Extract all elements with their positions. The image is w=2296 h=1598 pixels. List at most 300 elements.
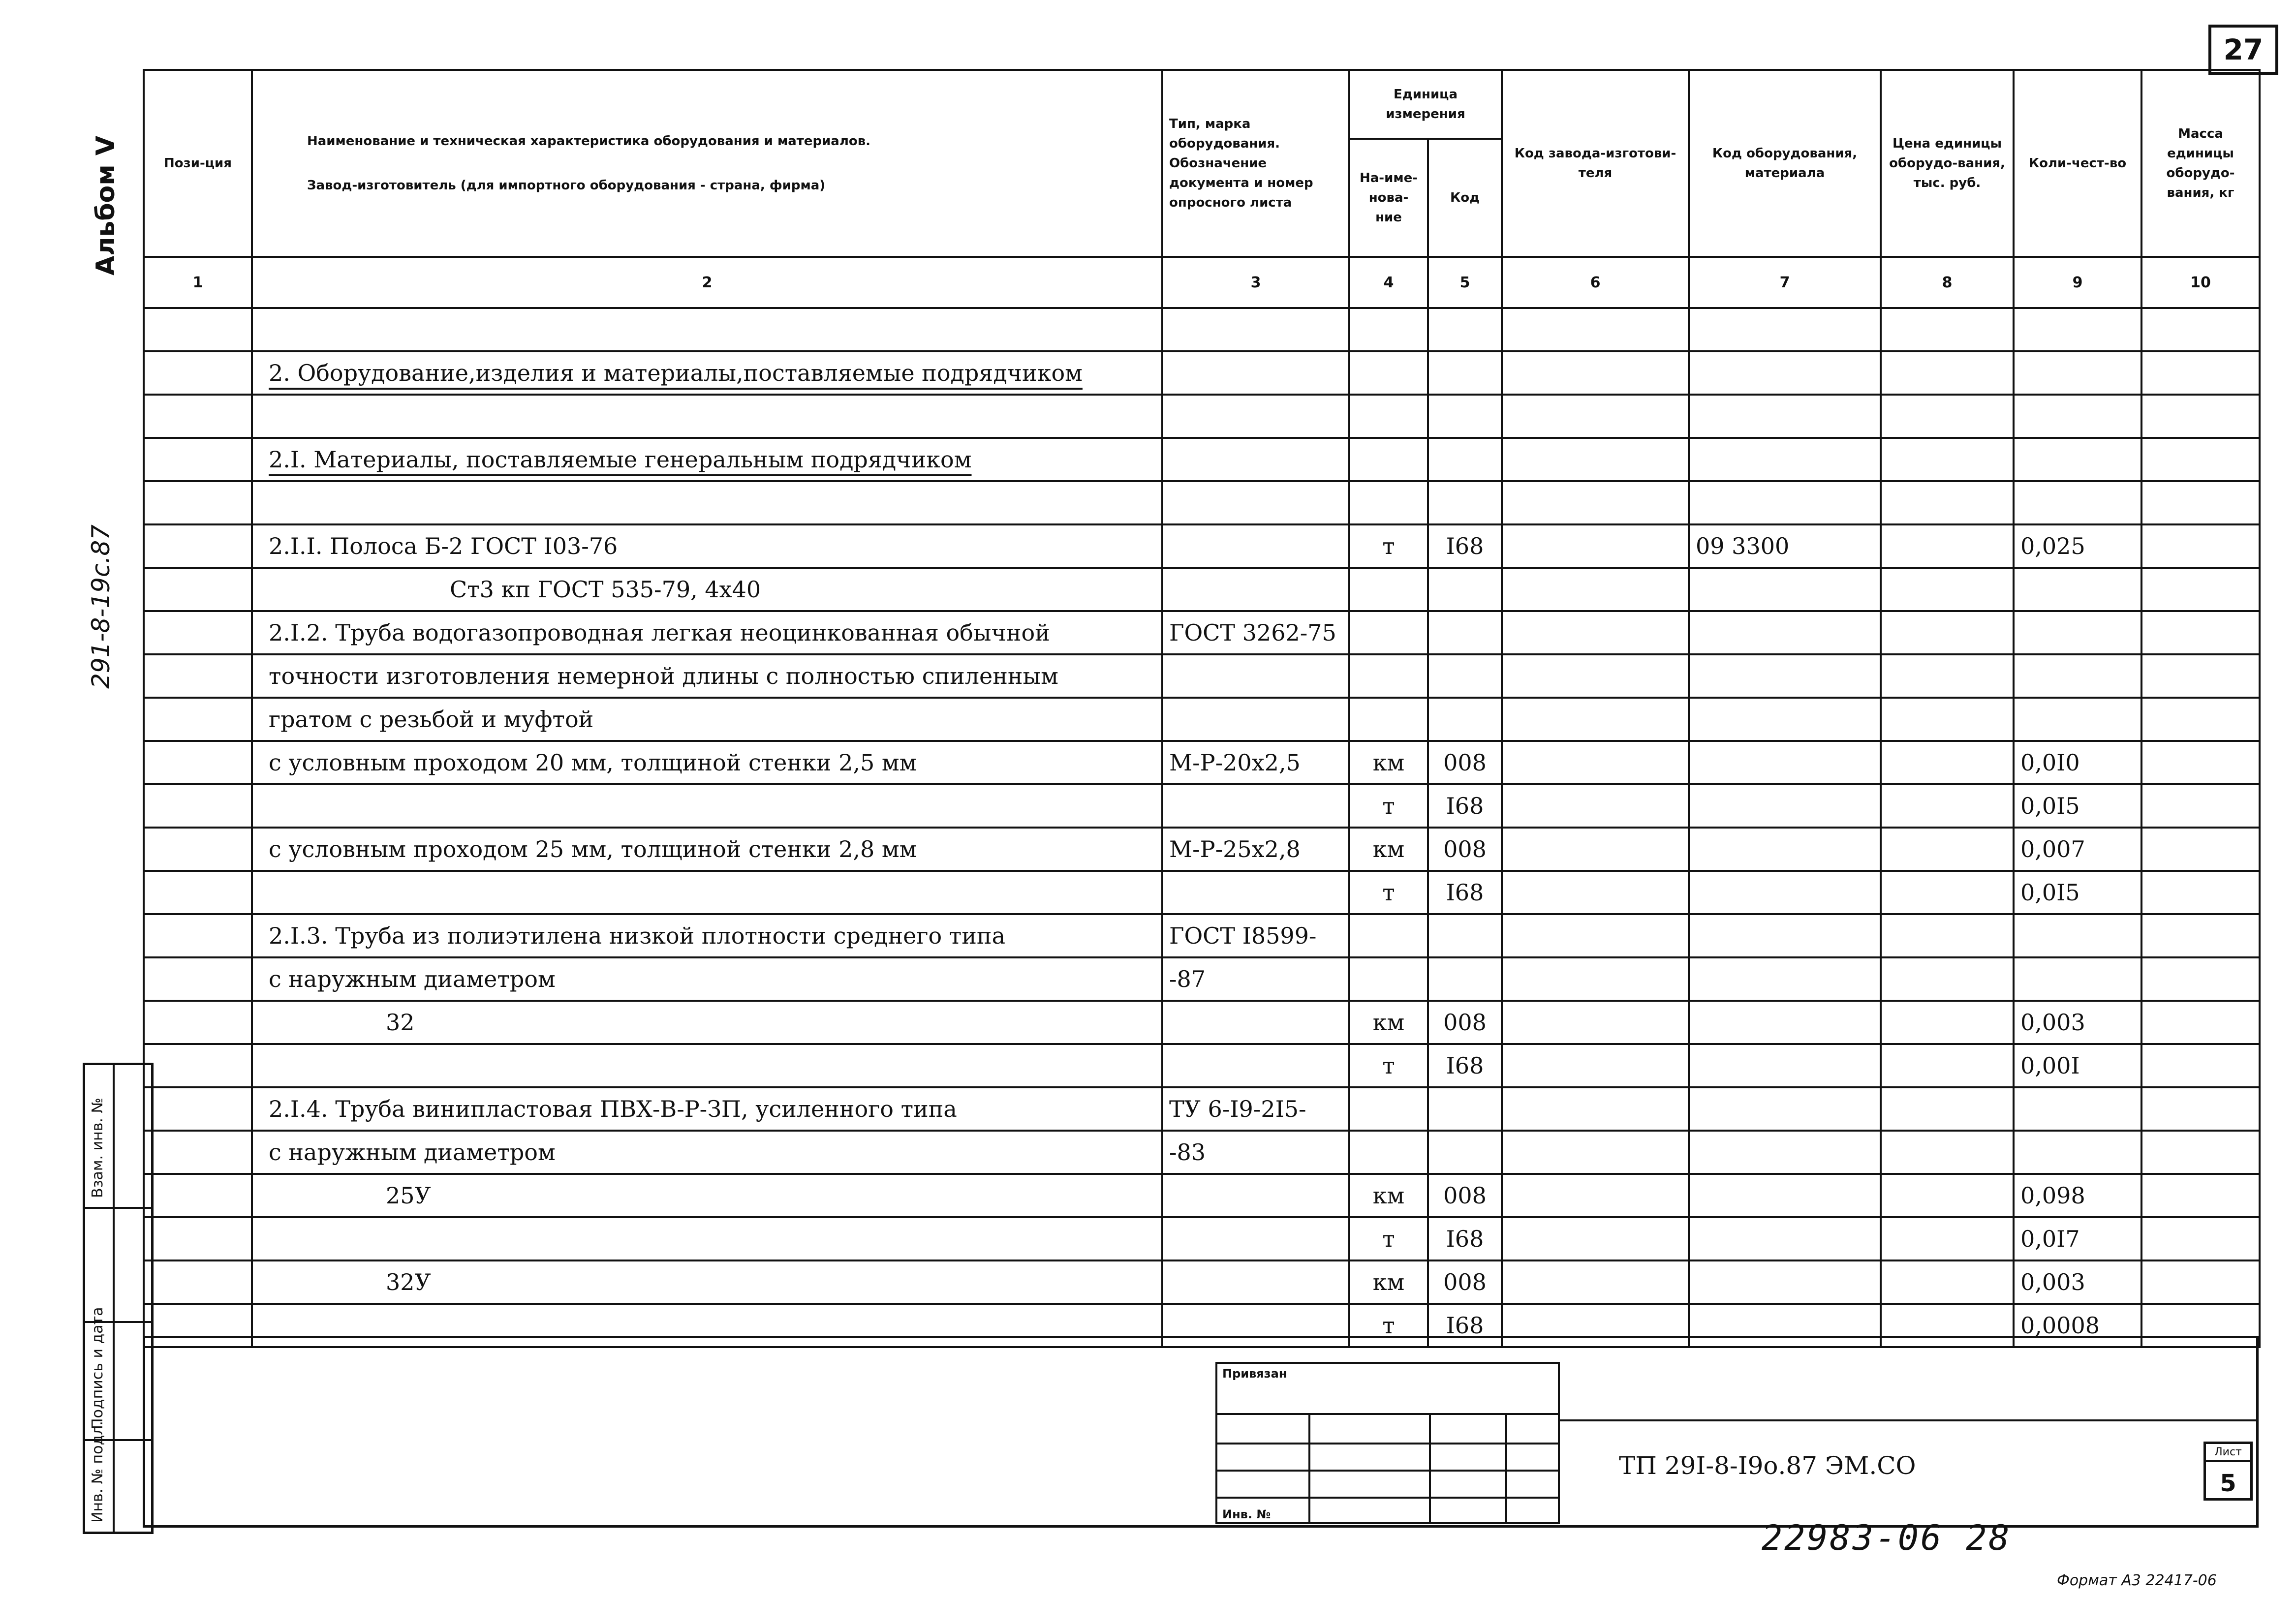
cell-name: 2.I.4. Труба винипластовая ПВХ-В-Р-ЗП, усиленного типа [252,1087,1162,1131]
table-row [144,1044,2260,1087]
cell-type: ТУ 6-I9-2I5- [1162,1087,1349,1131]
header-unit-name: На-име-нова-ние [1349,139,1428,257]
cell-factory-code [1502,957,1689,1001]
cell-equipment-code [1689,957,1881,1001]
cell-mass [2141,1174,2260,1217]
cell-name: точности изготовления немерной длины с полностью спиленным [252,654,1162,698]
cell-position [144,654,252,698]
column-number: 7 [1689,257,1881,308]
cell-unit-name [1349,1087,1428,1131]
cell-type [1162,1260,1349,1304]
cell-price [1881,524,2014,568]
cell-quantity: 0,0I0 [2014,741,2141,784]
cell-factory-code [1502,568,1689,611]
cell-factory-code [1502,1001,1689,1044]
cell-equipment-code [1689,1260,1881,1304]
cell-type: ГОСТ I8599- [1162,914,1349,957]
cell-price [1881,568,2014,611]
table-row [144,654,2260,698]
cell-type: -87 [1162,957,1349,1001]
cell-price [1881,957,2014,1001]
cell-price [1881,351,2014,395]
cell-position [144,1260,252,1304]
cell-name [252,395,1162,438]
cell-unit-code: 008 [1428,1260,1502,1304]
cell-quantity: 0,00I [2014,1044,2141,1087]
cell-position [144,1001,252,1044]
cell-unit-name: км [1349,741,1428,784]
cell-quantity [2014,1087,2141,1131]
table-row [144,1001,2260,1044]
cell-factory-code [1502,1174,1689,1217]
cell-factory-code [1502,871,1689,914]
cell-price [1881,308,2014,351]
cell-quantity [2014,395,2141,438]
cell-name [252,1044,1162,1087]
cell-name [252,481,1162,524]
table-row [144,308,2260,351]
cell-position [144,1217,252,1260]
cell-price [1881,828,2014,871]
cell-factory-code [1502,351,1689,395]
table-row [144,611,2260,654]
cell-price [1881,395,2014,438]
page-number: 27 [2208,25,2278,75]
table-row [144,828,2260,871]
cell-price [1881,1217,2014,1260]
table-row [144,741,2260,784]
cell-type: М-Р-20х2,5 [1162,741,1349,784]
cell-mass [2141,568,2260,611]
cell-unit-code [1428,654,1502,698]
cell-type [1162,784,1349,828]
cell-mass [2141,1044,2260,1087]
column-number: 9 [2014,257,2141,308]
cell-factory-code [1502,308,1689,351]
column-number: 10 [2141,257,2260,308]
cell-unit-code: 008 [1428,828,1502,871]
cell-name: 32У [252,1260,1162,1304]
table-row [144,784,2260,828]
cell-unit-name [1349,698,1428,741]
cell-type [1162,1174,1349,1217]
column-number: 5 [1428,257,1502,308]
cell-unit-code: I68 [1428,1044,1502,1087]
cell-price [1881,784,2014,828]
cell-price [1881,481,2014,524]
cell-unit-name: т [1349,524,1428,568]
cell-unit-code: 008 [1428,741,1502,784]
cell-quantity: 0,098 [2014,1174,2141,1217]
cell-quantity: 0,0I5 [2014,784,2141,828]
section-heading: 2.I. Материалы, поставляемые генеральным подрядчиком [269,446,972,473]
table-row [144,1174,2260,1217]
cell-type: М-Р-25х2,8 [1162,828,1349,871]
cell-quantity [2014,611,2141,654]
cell-price [1881,1260,2014,1304]
cell-type [1162,351,1349,395]
table-row [144,481,2260,524]
table-row [144,568,2260,611]
cell-unit-name: км [1349,1260,1428,1304]
cell-factory-code [1502,524,1689,568]
cell-position [144,1044,252,1087]
cell-mass [2141,1217,2260,1260]
album-label: Альбом V [91,135,121,276]
cell-unit-code: I68 [1428,524,1502,568]
cell-name [252,438,1162,481]
cell-unit-code [1428,957,1502,1001]
cell-type [1162,1001,1349,1044]
column-number: 6 [1502,257,1689,308]
column-number: 2 [252,257,1162,308]
cell-unit-name [1349,1131,1428,1174]
cell-type [1162,524,1349,568]
cell-price [1881,611,2014,654]
cell-quantity [2014,568,2141,611]
cell-equipment-code [1689,481,1881,524]
cell-factory-code [1502,1217,1689,1260]
cell-equipment-code [1689,914,1881,957]
header-mass: Масса единицы оборудо-вания, кг [2141,70,2260,257]
cell-name: с наружным диаметром [252,1131,1162,1174]
column-number: 4 [1349,257,1428,308]
cell-factory-code [1502,395,1689,438]
cell-position [144,524,252,568]
cell-name [252,351,1162,395]
cell-position [144,308,252,351]
cell-unit-name: км [1349,828,1428,871]
cell-unit-code [1428,481,1502,524]
cell-position [144,828,252,871]
cell-type [1162,871,1349,914]
cell-position [144,568,252,611]
cell-equipment-code [1689,828,1881,871]
approval-block [1215,1362,1560,1524]
column-numbers-row [144,257,2260,308]
cell-position [144,957,252,1001]
cell-mass [2141,351,2260,395]
cell-quantity: 0,003 [2014,1260,2141,1304]
cell-unit-name [1349,308,1428,351]
cell-name: Ст3 кп ГОСТ 535-79, 4x40 [252,568,1162,611]
table-row [144,395,2260,438]
cell-name: 2.I.2. Труба водогазопроводная легкая неоцинкованная обычной [252,611,1162,654]
table-row [144,1087,2260,1131]
header-name [252,70,1162,257]
format-label: Формат А3 22417-06 [2057,1572,2217,1589]
cell-name: 2.I.I. Полоса Б-2 ГОСТ I03-76 [252,524,1162,568]
cell-equipment-code [1689,1087,1881,1131]
cell-mass [2141,871,2260,914]
approved-label: Привязан [1222,1367,1287,1381]
cell-unit-name: км [1349,1001,1428,1044]
table-row [144,698,2260,741]
cell-quantity: 0,007 [2014,828,2141,871]
cell-name: 32 [252,1001,1162,1044]
cell-type [1162,654,1349,698]
cell-unit-name: т [1349,1217,1428,1260]
cell-equipment-code [1689,568,1881,611]
table-row [144,1131,2260,1174]
cell-factory-code [1502,481,1689,524]
header-quantity: Коли-чест-во [2014,70,2141,257]
cell-quantity [2014,438,2141,481]
cell-unit-name: т [1349,871,1428,914]
cell-unit-name [1349,611,1428,654]
cell-unit-name [1349,481,1428,524]
cell-position [144,1131,252,1174]
header-unit-group: Единица измерения [1349,70,1502,139]
cell-mass [2141,1131,2260,1174]
cell-name [252,784,1162,828]
cell-mass [2141,741,2260,784]
cell-unit-code [1428,395,1502,438]
cell-factory-code [1502,654,1689,698]
cell-equipment-code [1689,1217,1881,1260]
cell-mass [2141,1001,2260,1044]
column-number: 8 [1881,257,2014,308]
cell-position [144,395,252,438]
cell-factory-code [1502,741,1689,784]
cell-unit-name: км [1349,1174,1428,1217]
cell-equipment-code: 09 3300 [1689,524,1881,568]
cell-position [144,438,252,481]
cell-unit-code: I68 [1428,1304,1502,1347]
cell-price [1881,1131,2014,1174]
table-row [144,1217,2260,1260]
cell-quantity: 0,025 [2014,524,2141,568]
cell-name: с наружным диаметром [252,957,1162,1001]
cell-unit-name [1349,568,1428,611]
header-position: Пози-ция [144,70,252,257]
header-factory-code: Код завода-изготови-теля [1502,70,1689,257]
inv-number-label: Инв. № [1222,1507,1271,1521]
cell-factory-code [1502,1131,1689,1174]
cell-type: -83 [1162,1131,1349,1174]
cell-type [1162,1217,1349,1260]
cell-quantity [2014,481,2141,524]
cell-price [1881,698,2014,741]
cell-equipment-code [1689,871,1881,914]
cell-unit-name [1349,654,1428,698]
cell-quantity [2014,308,2141,351]
cell-position [144,1174,252,1217]
cell-quantity: 0,003 [2014,1001,2141,1044]
cell-type [1162,698,1349,741]
cell-unit-code [1428,698,1502,741]
cell-type [1162,438,1349,481]
cell-unit-code: I68 [1428,871,1502,914]
table-row [144,914,2260,957]
cell-unit-code: I68 [1428,1217,1502,1260]
cell-position [144,914,252,957]
cell-mass [2141,654,2260,698]
cell-unit-code [1428,438,1502,481]
cell-quantity [2014,654,2141,698]
cell-factory-code [1502,698,1689,741]
cell-position [144,1087,252,1131]
sheet-box [2203,1442,2253,1501]
cell-price [1881,1044,2014,1087]
cell-position [144,871,252,914]
cell-price [1881,1087,2014,1131]
cell-position [144,741,252,784]
cell-equipment-code [1689,1174,1881,1217]
cell-factory-code [1502,1044,1689,1087]
table-row [144,524,2260,568]
specification-body [144,308,2260,1347]
cell-mass [2141,828,2260,871]
cell-quantity [2014,957,2141,1001]
cell-quantity [2014,351,2141,395]
cell-name: 25У [252,1174,1162,1217]
cell-name: 2.I.3. Труба из полиэтилена низкой плотности среднего типа [252,914,1162,957]
cell-type [1162,308,1349,351]
cell-type [1162,395,1349,438]
header-name-line2: Завод-изготовитель (для импортного оборудования - страна, фирма) [307,178,826,193]
cell-type: ГОСТ 3262-75 [1162,611,1349,654]
cell-unit-name: т [1349,1044,1428,1087]
cell-unit-code: 008 [1428,1174,1502,1217]
cell-equipment-code [1689,698,1881,741]
cell-position [144,611,252,654]
column-number: 3 [1162,257,1349,308]
cell-factory-code [1502,828,1689,871]
cell-equipment-code [1689,438,1881,481]
cell-mass [2141,1087,2260,1131]
cell-factory-code [1502,1087,1689,1131]
stamp-label-replace: Взам. инв. № [89,1098,106,1198]
stamp-label-inv: Инв. № подл. [89,1421,106,1523]
cell-position [144,351,252,395]
cell-unit-name: т [1349,1304,1428,1347]
cell-mass [2141,914,2260,957]
cell-unit-name [1349,438,1428,481]
cell-mass [2141,611,2260,654]
cell-price [1881,741,2014,784]
cell-unit-code [1428,1087,1502,1131]
stamp-label-sign: Подпись и дата [89,1307,106,1429]
header-row [144,70,2260,139]
header-unit-code: Код [1428,139,1502,257]
cell-equipment-code [1689,1044,1881,1087]
title-block-frame [143,1336,2259,1528]
cell-position [144,481,252,524]
cell-price [1881,914,2014,957]
cell-unit-name [1349,395,1428,438]
cell-type [1162,568,1349,611]
cell-mass [2141,308,2260,351]
table-row [144,438,2260,481]
cell-name: гратом с резьбой и муфтой [252,698,1162,741]
cell-equipment-code [1689,351,1881,395]
cell-quantity [2014,698,2141,741]
cell-unit-code [1428,568,1502,611]
side-code: 291-8-19с.87 [87,524,115,689]
sheet-number: 5 [2220,1470,2236,1497]
cell-unit-name: т [1349,784,1428,828]
sheet-label: Лист [2206,1446,2250,1462]
cell-quantity: 0,0I5 [2014,871,2141,914]
cell-position [144,698,252,741]
cell-equipment-code [1689,1131,1881,1174]
table-row [144,351,2260,395]
cell-name: с условным проходом 20 мм, толщиной стенки 2,5 мм [252,741,1162,784]
cell-position [144,784,252,828]
document-number: ТП 29I-8-I9о.87 ЭМ.СО [1619,1451,1916,1480]
cell-equipment-code [1689,654,1881,698]
cell-price [1881,1174,2014,1217]
cell-type [1162,1044,1349,1087]
cell-mass [2141,481,2260,524]
cell-name [252,1217,1162,1260]
cell-price [1881,654,2014,698]
cell-price [1881,438,2014,481]
header-equipment-code: Код оборудования, материала [1689,70,1881,257]
cell-unit-code [1428,308,1502,351]
cell-mass [2141,784,2260,828]
handwritten-stamp: 22983-06 28 [1762,1518,2012,1558]
cell-unit-code [1428,611,1502,654]
section-heading: 2. Оборудование,изделия и материалы,поставляемые подрядчиком [269,360,1083,386]
cell-equipment-code [1689,308,1881,351]
cell-factory-code [1502,611,1689,654]
cell-factory-code [1502,1260,1689,1304]
cell-quantity [2014,914,2141,957]
cell-mass [2141,524,2260,568]
cell-mass [2141,1260,2260,1304]
cell-mass [2141,698,2260,741]
cell-unit-code [1428,351,1502,395]
header-name-line1: Наименование и техническая характеристика оборудования и материалов. [307,134,871,149]
cell-equipment-code [1689,741,1881,784]
header-type: Тип, марка оборудования. Обозначение документа и номер опросного листа [1162,70,1349,257]
column-number: 1 [144,257,252,308]
cell-unit-code: I68 [1428,784,1502,828]
cell-mass [2141,395,2260,438]
cell-mass [2141,438,2260,481]
cell-type [1162,481,1349,524]
cell-name [252,308,1162,351]
cell-quantity: 0,0I7 [2014,1217,2141,1260]
header-price: Цена единицы оборудо-вания, тыс. руб. [1881,70,2014,257]
cell-unit-code [1428,914,1502,957]
cell-factory-code [1502,438,1689,481]
cell-quantity: 0,0008 [2014,1304,2141,1347]
cell-equipment-code [1689,1001,1881,1044]
cell-factory-code [1502,784,1689,828]
cell-unit-name [1349,914,1428,957]
cell-quantity [2014,1131,2141,1174]
cell-price [1881,871,2014,914]
cell-name: с условным проходом 25 мм, толщиной стенки 2,8 мм [252,828,1162,871]
table-row [144,871,2260,914]
cell-mass [2141,957,2260,1001]
cell-name [252,871,1162,914]
cell-factory-code [1502,914,1689,957]
cell-unit-code: 008 [1428,1001,1502,1044]
table-row [144,1260,2260,1304]
table-row [144,957,2260,1001]
cell-unit-name [1349,351,1428,395]
specification-table [143,69,2261,1348]
cell-unit-code [1428,1131,1502,1174]
cell-equipment-code [1689,395,1881,438]
cell-price [1881,1001,2014,1044]
cell-equipment-code [1689,784,1881,828]
cell-unit-name [1349,957,1428,1001]
